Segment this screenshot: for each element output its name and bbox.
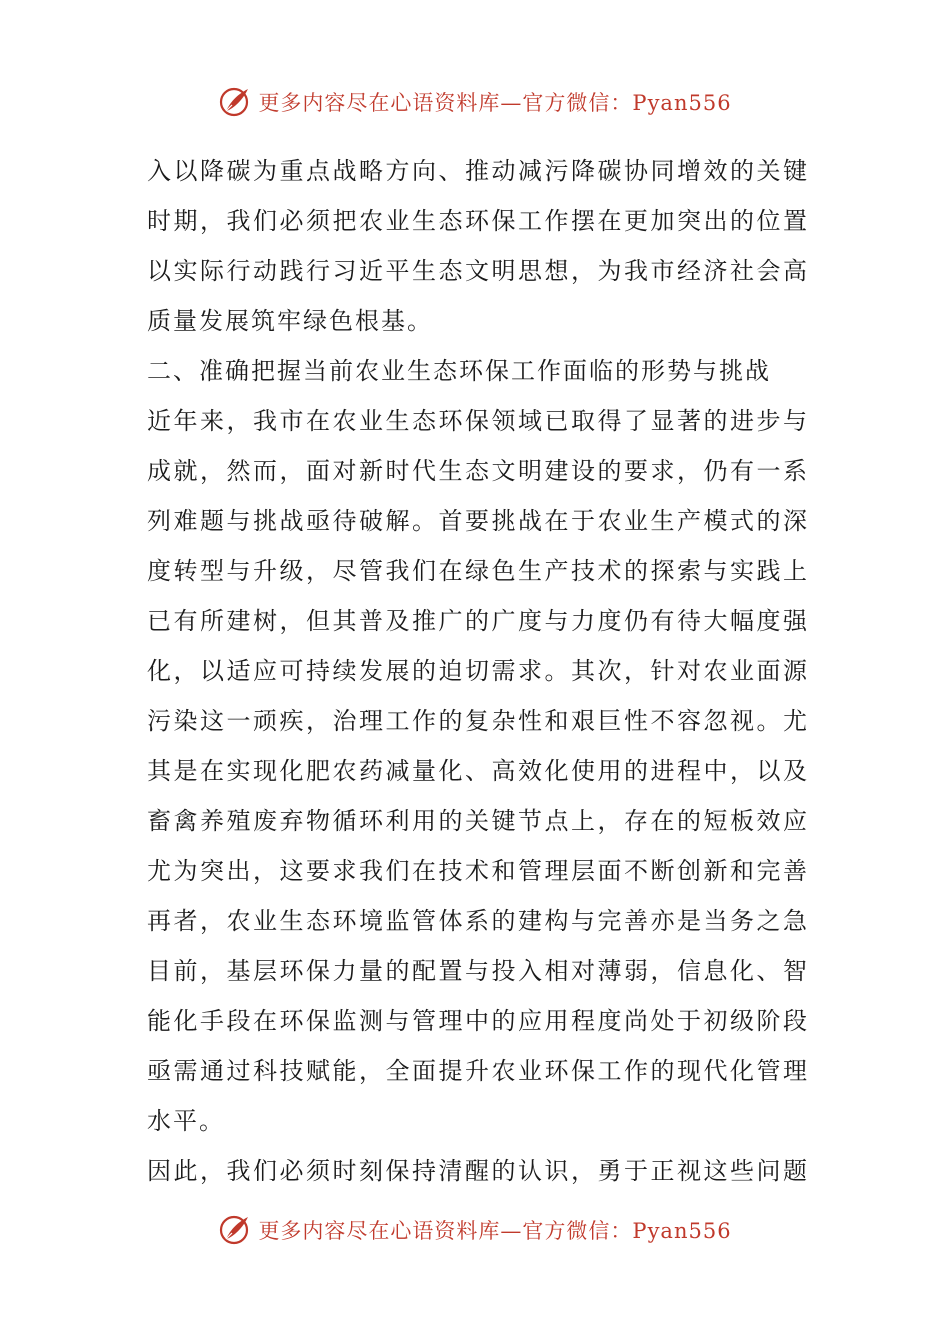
text-line: 尤为突出，这要求我们在技术和管理层面不断创新和完善 [147,857,807,885]
text-line: 畜禽养殖废弃物循环利用的关键节点上，存在的短板效应 [147,807,807,835]
text-line: 水平。 [147,1107,225,1135]
text-line: 污染这一顽疾，治理工作的复杂性和艰巨性不容忽视。尤 [147,707,807,735]
footer-watermark-text: 更多内容尽在心语资料库—官方微信：Pyan556 [258,1219,732,1243]
header-watermark [0,80,950,124]
text-line: 再者，农业生态环境监管体系的建构与完善亦是当务之急 [147,907,807,935]
text-line: 二、准确把握当前农业生态环保工作面临的形势与挑战 [147,357,771,385]
quill-logo-icon [218,1213,252,1247]
document-body [147,146,807,1196]
text-line: 因此，我们必须时刻保持清醒的认识，勇于正视这些问题 [147,1157,807,1185]
text-line: 能化手段在环保监测与管理中的应用程度尚处于初级阶段 [147,1007,807,1035]
header-watermark-text: 更多内容尽在心语资料库—官方微信：Pyan556 [258,91,732,115]
text-line: 列难题与挑战亟待破解。首要挑战在于农业生产模式的深 [147,507,807,535]
text-line: 成就，然而，面对新时代生态文明建设的要求，仍有一系 [147,457,807,485]
text-line: 目前，基层环保力量的配置与投入相对薄弱，信息化、智 [147,957,807,985]
text-line: 亟需通过科技赋能，全面提升农业环保工作的现代化管理 [147,1057,807,1085]
text-line: 已有所建树，但其普及推广的广度与力度仍有待大幅度强 [147,607,807,635]
text-line: 近年来，我市在农业生态环保领域已取得了显著的进步与 [147,407,807,435]
text-line: 质量发展筑牢绿色根基。 [147,307,433,335]
text-line: 度转型与升级，尽管我们在绿色生产技术的探索与实践上 [147,557,807,585]
text-line: 时期，我们必须把农业生态环保工作摆在更加突出的位置 [147,207,807,235]
text-line: 以实际行动践行习近平生态文明思想，为我市经济社会高 [147,257,807,285]
footer-watermark [0,1208,950,1252]
text-line: 入以降碳为重点战略方向、推动减污降碳协同增效的关键 [147,157,807,185]
quill-logo-icon [218,85,252,119]
text-line: 其是在实现化肥农药减量化、高效化使用的进程中，以及 [147,757,807,785]
text-line: 化，以适应可持续发展的迫切需求。其次，针对农业面源 [147,657,807,685]
